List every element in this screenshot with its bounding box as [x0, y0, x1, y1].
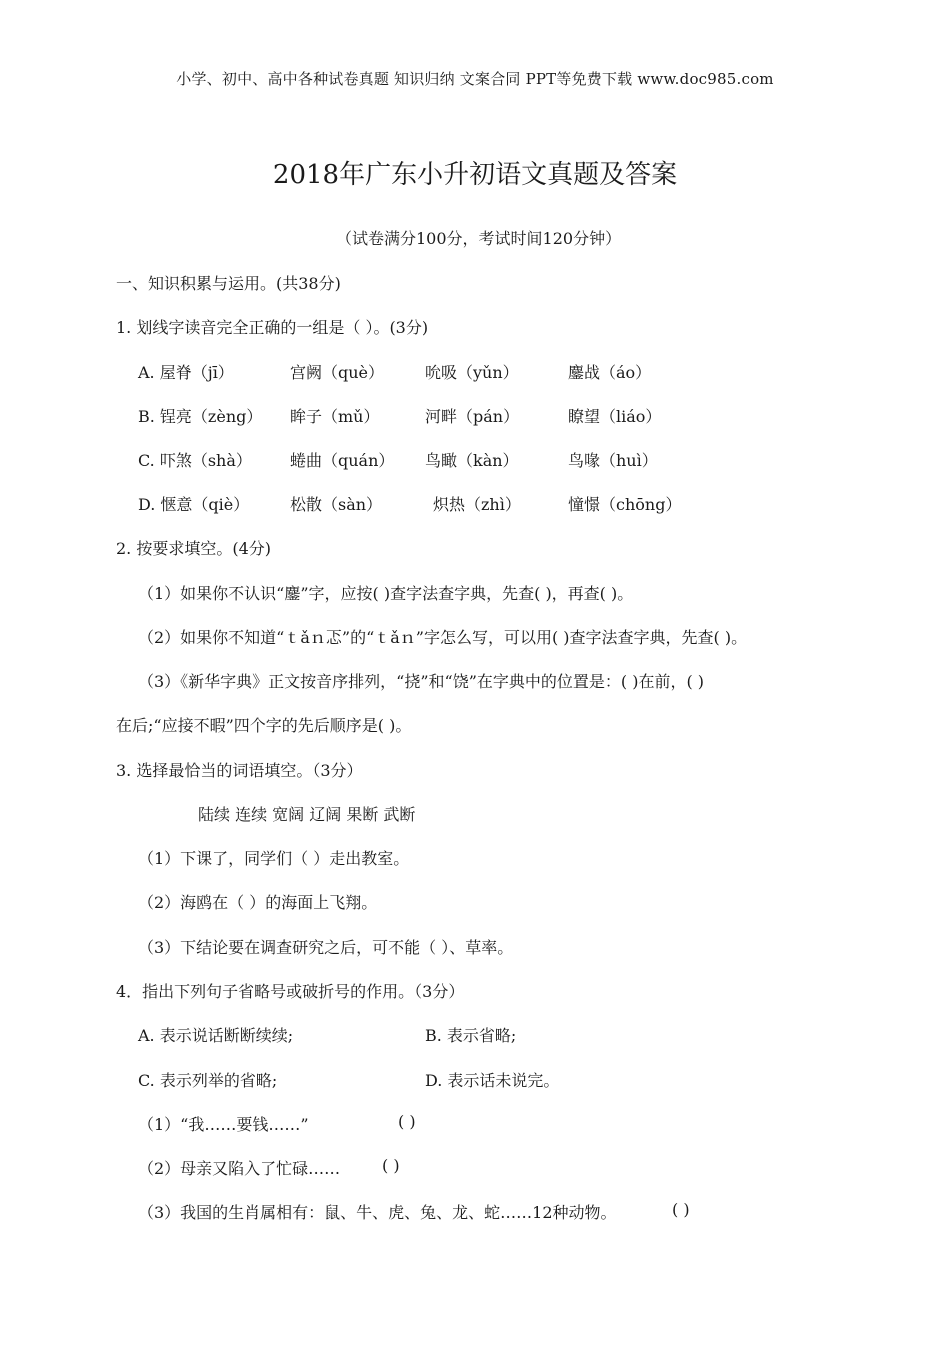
section-heading: 一、知识积累与运用。(共38分)	[116, 274, 341, 293]
q2-stem: 2. 按要求填空。(4分)	[116, 539, 272, 558]
q2-line-1: （1）如果你不认识“鏖”字，应按( )查字法查字典，先查( )，再查( )。	[138, 584, 634, 603]
q1-option-a: A. 屋脊（jī）	[138, 363, 234, 382]
q3-line-1: （1）下课了，同学们（ ）走出教室。	[138, 849, 410, 868]
q4-line-1-blank: ( )	[398, 1112, 416, 1131]
q1-option-c-word4: 鸟喙（huì）	[568, 451, 658, 470]
q4-option-c: C. 表示列举的省略;	[138, 1071, 278, 1090]
q1-option-d-word3: 炽热（zhì）	[433, 495, 521, 514]
q3-word-bank: 陆续 连续 宽阔 辽阔 果断 武断	[198, 805, 416, 824]
q1-option-d-word4: 憧憬（chōng）	[568, 495, 682, 514]
q4-line-2-blank: ( )	[382, 1156, 400, 1175]
q4-line-3: （3）我国的生肖属相有：鼠、牛、虎、兔、龙、蛇……12种动物。	[138, 1203, 617, 1222]
q2-line-2: （2）如果你不知道“ｔǎｎ忑”的“ｔǎｎ”字怎么写，可以用( )查字法查字典，先查( )。	[138, 628, 748, 647]
q4-option-d: D. 表示话未说完。	[425, 1071, 560, 1090]
q1-option-c: C. 吓煞（shà）	[138, 451, 252, 470]
q4-option-b: B. 表示省略;	[425, 1026, 517, 1045]
q1-option-a-word3: 吮吸（yǔn）	[425, 363, 519, 382]
q3-line-3: （3）下结论要在调查研究之后，可不能（ ）、草率。	[138, 938, 514, 957]
q4-option-a: A. 表示说话断断续续;	[138, 1026, 294, 1045]
q1-option-a-word4: 鏖战（áo）	[568, 363, 652, 382]
q1-stem: 1. 划线字读音完全正确的一组是（ ）。(3分)	[116, 318, 429, 337]
q1-option-b: B. 锃亮（zèng）	[138, 407, 263, 426]
q3-line-2: （2）海鸥在（ ）的海面上飞翔。	[138, 893, 378, 912]
q2-line-4: 在后;“应接不暇”四个字的先后顺序是( )。	[116, 716, 412, 735]
q1-option-b-word3: 河畔（pán）	[425, 407, 520, 426]
q3-stem: 3. 选择最恰当的词语填空。（3分）	[116, 761, 363, 780]
q1-option-d-word2: 松散（sàn）	[290, 495, 383, 514]
q1-option-b-word2: 眸子（mǔ）	[290, 407, 380, 426]
q4-line-3-blank: ( )	[672, 1200, 690, 1219]
q4-line-2: （2）母亲又陷入了忙碌……	[138, 1159, 341, 1178]
q1-option-c-word3: 鸟瞰（kàn）	[425, 451, 519, 470]
q1-option-d: D. 惬意（qiè）	[138, 495, 250, 514]
page-header: 小学、初中、高中各种试卷真题 知识归纳 文案合同 PPT等免费下载 www.doc985.com	[176, 70, 774, 88]
document-title: 2018年广东小升初语文真题及答案	[272, 160, 678, 190]
q1-option-c-word2: 蜷曲（quán）	[290, 451, 395, 470]
q4-stem: 4．指出下列句子省略号或破折号的作用。（3分）	[116, 982, 465, 1001]
q1-option-a-word2: 宫阙（què）	[290, 363, 385, 382]
exam-info: （试卷满分100分，考试时间120分钟）	[336, 229, 622, 248]
q4-line-1: （1）“我……要钱……”	[138, 1115, 309, 1134]
q2-line-3: （3）《新华字典》正文按音序排列，“挠”和“饶”在字典中的位置是：( )在前，( )	[138, 672, 705, 691]
q1-option-b-word4: 瞭望（liáo）	[568, 407, 662, 426]
